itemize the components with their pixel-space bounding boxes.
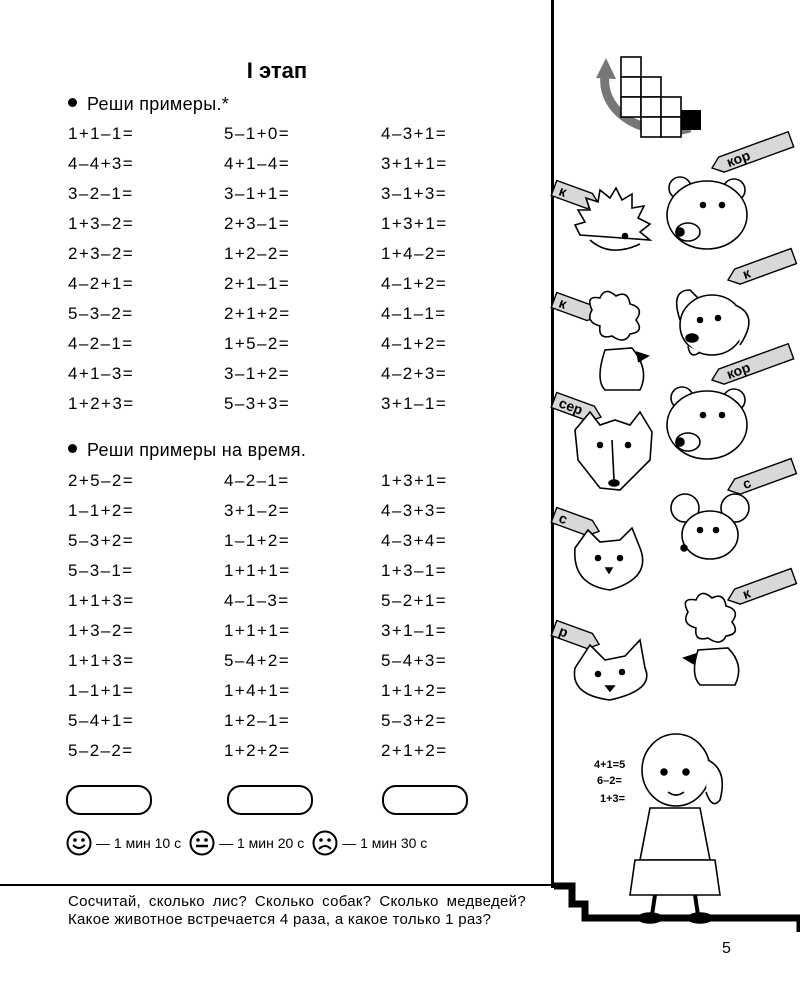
math-exercise: 3+1–2= <box>224 501 291 520</box>
math-exercise: 1–1+1= <box>68 681 135 700</box>
math-exercise: 3+1–1= <box>381 394 448 413</box>
page-divider-horizontal <box>0 884 554 886</box>
math-exercise: 2+1+2= <box>224 304 291 323</box>
pencil-label-text: к <box>556 294 569 312</box>
math-exercise: 4–2+1= <box>68 274 135 293</box>
chalk-text-1: 4+1=5 <box>594 759 626 771</box>
chalk-text-2: 6–2= <box>597 775 622 787</box>
pencil-label-tag <box>725 249 796 288</box>
timing-text-1: — 1 мин 10 с <box>96 835 182 851</box>
time-answer-box-2[interactable] <box>227 785 313 815</box>
math-exercise: 4+1–3= <box>68 364 135 383</box>
math-exercise: 3–2–1= <box>68 184 134 203</box>
bear-drawing <box>667 387 747 459</box>
math-exercise: 1+1+1= <box>224 561 291 580</box>
pencil-label-text: с <box>740 474 754 493</box>
math-exercise: 5–3+2= <box>68 531 135 550</box>
math-exercise: 1+1–1= <box>68 124 135 143</box>
instruction-2-text: Реши примеры на время. <box>87 440 307 460</box>
math-exercise: 5–2+1= <box>381 591 448 610</box>
pencil-label-tag <box>725 569 796 608</box>
pencil-label-tag <box>725 459 796 498</box>
cat-drawing <box>575 528 643 590</box>
math-exercise: 1+2–2= <box>224 244 291 263</box>
bullet-icon <box>68 98 77 107</box>
math-exercise: 5–2–2= <box>68 741 134 760</box>
math-exercise: 1+1+1= <box>224 621 291 640</box>
timing-text-2: — 1 мин 20 с <box>219 835 305 851</box>
pencil-label-text: к <box>740 264 753 283</box>
math-exercise: 1+1+3= <box>68 651 135 670</box>
page-title: I этап <box>246 58 308 83</box>
math-exercise: 4–2–1= <box>68 334 134 353</box>
math-exercise: 1+4–2= <box>381 244 448 263</box>
math-exercise: 4–1+2= <box>381 334 448 353</box>
neutral-face-icon <box>189 830 215 856</box>
pencil-label-text: к <box>740 584 753 603</box>
bullet-icon <box>68 444 77 453</box>
math-exercise: 4–3+4= <box>381 531 448 550</box>
math-exercise: 1+3+1= <box>381 214 448 233</box>
illustration-panel <box>554 0 800 1000</box>
time-answer-box-1[interactable] <box>66 785 152 815</box>
math-exercise: 5–1+0= <box>224 124 291 143</box>
math-exercise: 4–2+3= <box>381 364 448 383</box>
girl-drawing <box>594 734 722 923</box>
instruction-2 <box>68 440 306 461</box>
math-exercise: 1+4+1= <box>224 681 291 700</box>
math-exercise: 4–1–3= <box>224 591 290 610</box>
pencil-label-text: кор <box>724 358 753 383</box>
math-exercise: 3–1+2= <box>224 364 291 383</box>
sad-face-icon <box>312 830 338 856</box>
timing-text-3: — 1 мин 30 с <box>342 835 428 851</box>
page-number: 5 <box>722 940 731 957</box>
math-exercise: 5–3–2= <box>68 304 134 323</box>
stage-arrow-icon <box>596 57 701 137</box>
wolf-drawing <box>575 412 652 490</box>
pencil-label-tag <box>551 507 602 538</box>
math-exercise: 4–2–1= <box>224 471 290 490</box>
fox-drawing <box>574 640 646 700</box>
math-exercise: 4–3+3= <box>381 501 448 520</box>
math-exercise: 1+2–1= <box>224 711 291 730</box>
math-exercise: 5–3+2= <box>381 711 448 730</box>
pencil-label-text: сер <box>556 394 586 418</box>
time-answer-box-3[interactable] <box>382 785 468 815</box>
rooster-drawing <box>684 593 739 685</box>
pencil-label-tag <box>709 132 793 176</box>
math-exercise: 1+3–2= <box>68 621 135 640</box>
math-exercise: 1+5–2= <box>224 334 291 353</box>
math-exercise: 5–3–1= <box>68 561 134 580</box>
instruction-1-text: Реши примеры.* <box>87 94 230 114</box>
math-exercise: 1+3–2= <box>68 214 135 233</box>
pencil-label-tag <box>551 620 602 651</box>
math-exercise: 1+1+2= <box>381 681 448 700</box>
math-exercise: 1+1+3= <box>68 591 135 610</box>
math-exercise: 4–1+2= <box>381 274 448 293</box>
math-exercise: 1+2+3= <box>68 394 135 413</box>
math-exercise: 4–4+3= <box>68 154 135 173</box>
math-exercise: 2+3–1= <box>224 214 291 233</box>
math-exercise: 1–1+2= <box>68 501 135 520</box>
pencil-label-text: с <box>556 509 570 528</box>
math-exercise: 1+3+1= <box>381 471 448 490</box>
math-exercise: 4–3+1= <box>381 124 448 143</box>
math-exercise: 3+1–1= <box>381 621 448 640</box>
math-exercise: 3+1+1= <box>381 154 448 173</box>
mouse-drawing <box>671 494 749 559</box>
math-exercise: 5–4+3= <box>381 651 448 670</box>
instruction-1 <box>68 94 229 115</box>
math-exercise: 2+3–2= <box>68 244 135 263</box>
rooster-drawing <box>590 291 648 390</box>
happy-face-icon <box>66 830 92 856</box>
math-exercise: 1–1+2= <box>224 531 291 550</box>
math-exercise: 5–4+1= <box>68 711 135 730</box>
bear-drawing <box>667 177 747 249</box>
timing-legend <box>66 830 435 856</box>
math-exercise: 5–4+2= <box>224 651 291 670</box>
math-exercise: 1+3–1= <box>381 561 448 580</box>
pencil-label-text: к <box>556 182 569 200</box>
footer-question: Сосчитай, сколько лис? Сколько собак? Сколько медведей? Какое животное встречается 4 раза, а какое только 1 раз? <box>68 893 526 928</box>
hedgehog-drawing <box>575 188 650 250</box>
math-exercise: 4–1–1= <box>381 304 447 323</box>
math-exercise: 2+5–2= <box>68 471 135 490</box>
pencil-label-text: кор <box>724 146 753 171</box>
chalk-text-3: 1+3= <box>600 793 626 805</box>
pencil-label-text: р <box>556 622 571 641</box>
math-exercise: 4+1–4= <box>224 154 291 173</box>
math-exercise: 1+2+2= <box>224 741 291 760</box>
math-exercise: 3–1+1= <box>224 184 291 203</box>
math-exercise: 3–1+3= <box>381 184 448 203</box>
dog-drawing <box>677 290 749 355</box>
math-exercise: 2+1+2= <box>381 741 448 760</box>
math-exercise: 2+1–1= <box>224 274 291 293</box>
math-exercise: 5–3+3= <box>224 394 291 413</box>
